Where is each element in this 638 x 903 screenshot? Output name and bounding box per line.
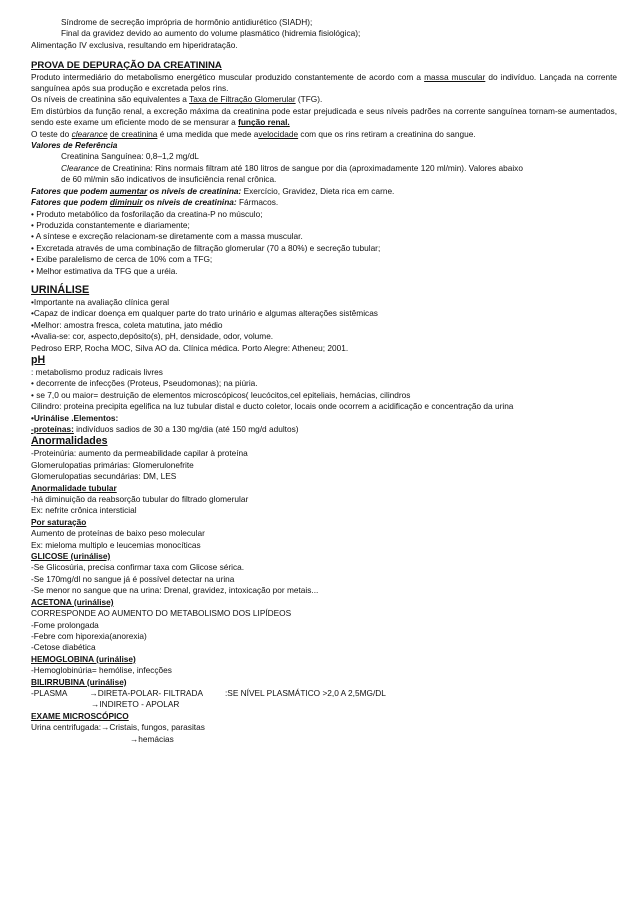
intro-line-siadh: Síndrome de secreção imprópria de hormônio antidiurético (SIADH);	[61, 17, 313, 27]
text: indivíduos sadios de 30 a 130 mg/dia (até 150 mg/d adultos)	[73, 424, 299, 434]
bilirrubina-line-2: →INDIRETO - APOLAR	[91, 699, 180, 710]
anorm-line: →hemácias	[130, 733, 174, 744]
anorm-line: CORRESPONDE AO AUMENTO DO METABOLISMO DOS LIPÍDEOS	[31, 608, 292, 619]
intro-line-gravidez: Final da gravidez devido ao aumento do volume plasmático (hidremia fisiológica);	[61, 28, 361, 39]
anorm-line: -Febre com hiporexia(anorexia)	[31, 630, 147, 641]
text: de Creatinina: Rins normais filtram até 180 litros de sangue por dia (aproximadamente 120 ml/min). Valores abaixo	[98, 162, 523, 173]
anorm-line: Ex: mieloma multiplo e leucemias monocíticas	[31, 539, 201, 550]
ph-line-cilindro: Cilindro: proteina precipita egelifica na luz tubular distal e ducto coletor, locais onde ocorrem a acidificação e concentração da urina	[31, 401, 514, 412]
anorm-line: -Se menor no sangue que na urina: Drenal, gravidez, intoxicação por metais...	[31, 585, 319, 596]
subheading-exame-microscopico: EXAME MICROSCÓPICO	[31, 710, 129, 721]
subheading-glicose: GLICOSE (urinálise)	[31, 551, 111, 562]
list-item: • Melhor estimativa da TFG que a uréia.	[31, 265, 178, 276]
list-item: •Importante na avaliação clínica geral	[31, 296, 170, 307]
paragraph-clearance	[31, 129, 617, 140]
text: os níveis de creatinina:	[149, 185, 242, 196]
text: →DIRETA-POLAR- FILTRADA	[89, 687, 203, 698]
text: com que os rins retiram a creatinina do sangue.	[300, 128, 476, 139]
section-title-ph: pH	[31, 353, 46, 366]
section-title-anormalidades: Anormalidades	[31, 435, 108, 448]
text: :SE NÍVEL PLASMÁTICO >2,0 A 2,5MG/DL	[225, 687, 386, 698]
section-title-prova-depuracao: PROVA DE DEPURAÇÃO DA CREATININA	[31, 60, 222, 72]
text: diminuir	[109, 197, 143, 208]
paragraph-disturbios-renais	[31, 106, 617, 129]
ref-clearance-line-2: de 60 ml/min são indicativos de insuficiência renal crônica.	[61, 174, 277, 185]
bibliographic-reference: Pedroso ERP, Rocha MOC, Silva AO da. Clínica médica. Porto Alegre: Atheneu; 2001.	[31, 342, 349, 353]
link-velocidade[interactable]: velocidade	[258, 128, 299, 139]
anorm-line: Ex: nefrite crônica intersticial	[31, 505, 137, 516]
ref-creatinina-sanguinea: Creatinina Sanguínea: 0,8–1,2 mg/dL	[61, 151, 199, 162]
text: Os níveis de creatinina são equivalentes a	[31, 94, 187, 105]
text: (TFG).	[297, 94, 323, 105]
text: Exercício, Gravidez, Dieta rica em carne.	[241, 185, 395, 196]
text: os níveis de creatinina:	[144, 197, 237, 208]
link-de-creatinina[interactable]: de creatinina	[109, 128, 158, 139]
list-item: • A síntese e excreção relacionam-se diretamente com a massa muscular.	[31, 231, 303, 242]
ph-line: • decorrente de infecções (Proteus, Pseudomonas); na piúria.	[31, 378, 258, 389]
reference-values-title: Valores de Referência	[31, 140, 118, 151]
text: -PLASMA	[31, 687, 68, 698]
paragraph-niveis-tfg	[31, 94, 617, 105]
ph-line: • se 7,0 ou maior= destruição de elementos microscópicos( leucócitos,cel epiteliais, hemácias, cilindros	[31, 389, 411, 400]
text: Fatores que podem	[31, 197, 108, 208]
subheading-acetona: ACETONA (urinálise)	[31, 596, 114, 607]
link-clearance[interactable]: clearance	[71, 128, 108, 139]
list-item: • Produzida constantemente e diariamente;	[31, 219, 190, 230]
paragraph-creatinina-produto	[31, 72, 617, 95]
subheading-hemoglobina: HEMOGLOBINA (urinálise)	[31, 653, 136, 664]
list-item: •Avalia-se: cor, aspecto,depósito(s), pH, densidade, odor, volume.	[31, 331, 274, 342]
anorm-line: -Se 170mg/dl no sangue já é possível detectar na urina	[31, 573, 235, 584]
link-taxa-filtracao-glomerular[interactable]: Taxa de Filtração Glomerular	[189, 94, 296, 105]
section-title-urinalise: URINÁLISE	[31, 283, 90, 296]
list-item: •Melhor: amostra fresca, coleta matutina, jato médio	[31, 319, 223, 330]
subheading-por-saturacao: Por saturação	[31, 516, 87, 527]
ph-line: : metabolismo produz radicais livres	[31, 366, 163, 377]
text: -proteínas:	[31, 424, 74, 434]
bilirrubina-line	[31, 688, 617, 699]
fatores-diminuir	[31, 197, 617, 208]
proteinas-line	[31, 424, 617, 435]
anorm-line: Glomerulopatias secundárias: DM, LES	[31, 471, 177, 482]
text: do indivíduo. Lançada na corrente sanguínea após sua produção e excretada pelos rins.	[31, 71, 618, 94]
text: aumentar	[109, 185, 148, 196]
document-page	[31, 17, 617, 745]
subheading-bilirrubina: BILIRRUBINA (urinálise)	[31, 676, 127, 687]
list-item: •Capaz de indicar doença em qualquer parte do trato urinário e algumas alterações sistêmicas	[31, 308, 378, 319]
text: Fármacos.	[236, 197, 279, 208]
text: O teste do	[31, 128, 70, 139]
anorm-line: -Cetose diabética	[31, 642, 96, 653]
link-funcao-renal[interactable]: função renal.	[238, 117, 290, 128]
anorm-line: -há diminuição da reabsorção tubular do filtrado glomerular	[31, 494, 249, 505]
list-item: • Excretada através de uma combinação de filtração glomerular (70 a 80%) e secreção tubular;	[31, 242, 381, 253]
list-item: • Produto metabólico da fosforilação da creatina-P no músculo;	[31, 208, 263, 219]
text: Em distúrbios da função renal, a excreção máxima da creatinina pode estar prejudicada e seus níveis padrões na corrente sanguínea tornam-se aumentados, sendo este exame um eficiente modo de se mensurar a	[31, 105, 617, 128]
text: Clearance	[61, 162, 99, 173]
anorm-line: -Se Glicosúria, precisa confirmar taxa com Glicose sérica.	[31, 562, 245, 573]
anorm-line: Aumento de proteínas de baixo peso molecular	[31, 528, 205, 539]
fatores-aumentar	[31, 186, 617, 197]
intro-line-alimentacao: Alimentação IV exclusiva, resultando em hiperidratação.	[31, 39, 238, 50]
anorm-line: -Hemoglobinúria= hemólise, infecções	[31, 665, 172, 676]
urinalise-elementos: •Urinálise .Elementos:	[31, 412, 119, 423]
list-item: • Exibe paralelismo de cerca de 10% com a TFG;	[31, 254, 213, 265]
subheading-anormalidade-tubular: Anormalidade tubular	[31, 482, 117, 493]
link-massa-muscular[interactable]: massa muscular	[424, 71, 486, 82]
anorm-line: -Proteinúria: aumento da permeabilidade capilar à proteína	[31, 448, 248, 459]
text: Produto intermediário do metabolismo energético muscular produzido constantemente de acordo com a	[31, 71, 422, 82]
anorm-line: Urina centrifugada:→Cristais, fungos, parasitas	[31, 722, 205, 733]
text: é uma medida que mede a	[159, 128, 259, 139]
anorm-line: -Fome prolongada	[31, 619, 99, 630]
ref-clearance-line	[31, 163, 617, 174]
text: Fatores que podem	[31, 185, 108, 196]
anorm-line: Glomerulopatias primárias: Glomerulonefrite	[31, 459, 194, 470]
